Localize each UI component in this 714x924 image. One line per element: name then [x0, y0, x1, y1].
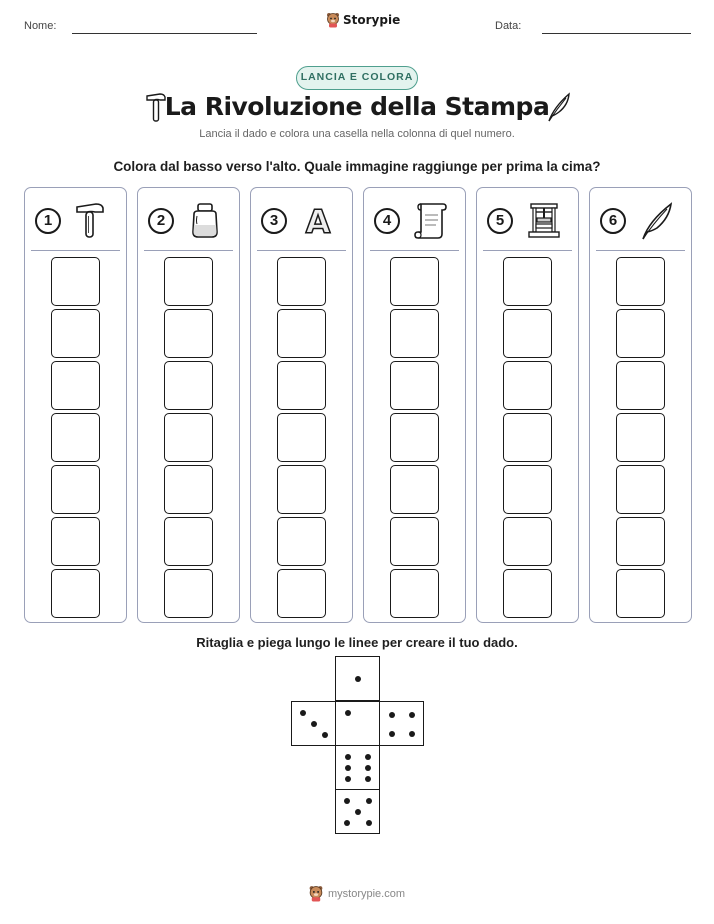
- footer: [308, 885, 405, 902]
- die-face-1: [335, 656, 380, 701]
- column-divider: [370, 250, 459, 251]
- pip: [409, 712, 415, 718]
- color-box[interactable]: [51, 569, 100, 618]
- die-face-6: [335, 745, 380, 790]
- pip: [355, 676, 361, 682]
- column-divider: [31, 250, 120, 251]
- pip: [344, 820, 350, 826]
- column-number: 3: [261, 208, 287, 234]
- column-2: [137, 187, 240, 623]
- pip: [300, 710, 306, 716]
- color-box[interactable]: [51, 309, 100, 358]
- name-label: Nome:: [24, 20, 57, 32]
- color-box[interactable]: [164, 257, 213, 306]
- color-box[interactable]: [616, 569, 665, 618]
- die-face-4: [379, 701, 424, 746]
- color-box[interactable]: [616, 413, 665, 462]
- color-box[interactable]: [51, 465, 100, 514]
- color-box[interactable]: [390, 569, 439, 618]
- brand-name: Storypie: [343, 13, 401, 27]
- ink-pot-icon: [186, 200, 224, 240]
- pip: [344, 798, 350, 804]
- color-box[interactable]: [503, 465, 552, 514]
- pip: [345, 710, 351, 716]
- color-box[interactable]: [164, 517, 213, 566]
- column-6: [589, 187, 692, 623]
- color-box[interactable]: [277, 517, 326, 566]
- color-box[interactable]: [503, 257, 552, 306]
- svg-text:A: A: [305, 203, 331, 240]
- column-divider: [144, 250, 233, 251]
- color-box[interactable]: [390, 465, 439, 514]
- column-number: 1: [35, 208, 61, 234]
- quill-feather-icon: [546, 91, 572, 123]
- printing-press-icon: [525, 200, 563, 240]
- pip: [355, 809, 361, 815]
- pip: [366, 798, 372, 804]
- color-box[interactable]: [616, 361, 665, 410]
- brand-logo: [326, 12, 400, 28]
- pip: [345, 754, 351, 760]
- die-face-1: [335, 701, 380, 746]
- pip: [365, 765, 371, 771]
- column-divider: [257, 250, 346, 251]
- color-box[interactable]: [51, 517, 100, 566]
- column-5: [476, 187, 579, 623]
- color-box[interactable]: [277, 257, 326, 306]
- color-box[interactable]: [164, 569, 213, 618]
- pip: [345, 765, 351, 771]
- quill-feather-icon: [638, 200, 676, 242]
- storypie-mascot-icon: [308, 885, 324, 902]
- color-box[interactable]: [277, 569, 326, 618]
- color-box[interactable]: [277, 413, 326, 462]
- footer-url[interactable]: mystorypie.com: [328, 887, 406, 900]
- color-box[interactable]: [164, 465, 213, 514]
- instruction-bottom: Ritaglia e piega lungo le linee per creare il tuo dado.: [196, 635, 518, 650]
- pip: [345, 776, 351, 782]
- date-line: [542, 33, 691, 34]
- pip: [409, 731, 415, 737]
- color-box[interactable]: [277, 465, 326, 514]
- color-box[interactable]: [616, 465, 665, 514]
- paper-scroll-icon: [412, 200, 450, 242]
- pip: [365, 776, 371, 782]
- color-box[interactable]: [503, 569, 552, 618]
- instruction-top: Colora dal basso verso l'alto. Quale immagine raggiunge per prima la cima?: [113, 159, 601, 174]
- name-line: [72, 33, 257, 34]
- column-4: [363, 187, 466, 623]
- color-box[interactable]: [390, 517, 439, 566]
- color-box[interactable]: [503, 361, 552, 410]
- die-face-5: [335, 789, 380, 834]
- column-divider: [596, 250, 685, 251]
- color-box[interactable]: [164, 309, 213, 358]
- color-box[interactable]: [616, 257, 665, 306]
- pip: [389, 712, 395, 718]
- column-number: 6: [600, 208, 626, 234]
- color-box[interactable]: [164, 361, 213, 410]
- pip: [365, 754, 371, 760]
- date-label: Data:: [495, 20, 522, 32]
- color-box[interactable]: [503, 517, 552, 566]
- color-box[interactable]: [277, 361, 326, 410]
- storypie-mascot-icon: [326, 12, 340, 28]
- activity-badge: LANCIA E COLORA: [296, 66, 418, 90]
- column-number: 5: [487, 208, 513, 234]
- subtitle: Lancia il dado e colora una casella nella colonna di quel numero.: [199, 128, 515, 140]
- die-face-3: [291, 701, 336, 746]
- color-box[interactable]: [503, 309, 552, 358]
- color-box[interactable]: [390, 309, 439, 358]
- color-box[interactable]: [503, 413, 552, 462]
- letter-a-icon: [299, 200, 337, 240]
- color-box[interactable]: [616, 309, 665, 358]
- column-3: [250, 187, 353, 623]
- column-number: 4: [374, 208, 400, 234]
- column-divider: [483, 250, 572, 251]
- hammer-icon: [73, 200, 107, 240]
- color-box[interactable]: [277, 309, 326, 358]
- color-box[interactable]: [51, 413, 100, 462]
- pip: [311, 721, 317, 727]
- pip: [322, 732, 328, 738]
- color-box[interactable]: [390, 361, 439, 410]
- column-1: [24, 187, 127, 623]
- color-box[interactable]: [51, 257, 100, 306]
- page-title: La Rivoluzione della Stampa: [164, 92, 550, 121]
- color-box[interactable]: [164, 413, 213, 462]
- color-box[interactable]: [616, 517, 665, 566]
- color-box[interactable]: [390, 257, 439, 306]
- color-box[interactable]: [51, 361, 100, 410]
- color-box[interactable]: [390, 413, 439, 462]
- pip: [366, 820, 372, 826]
- pip: [389, 731, 395, 737]
- column-number: 2: [148, 208, 174, 234]
